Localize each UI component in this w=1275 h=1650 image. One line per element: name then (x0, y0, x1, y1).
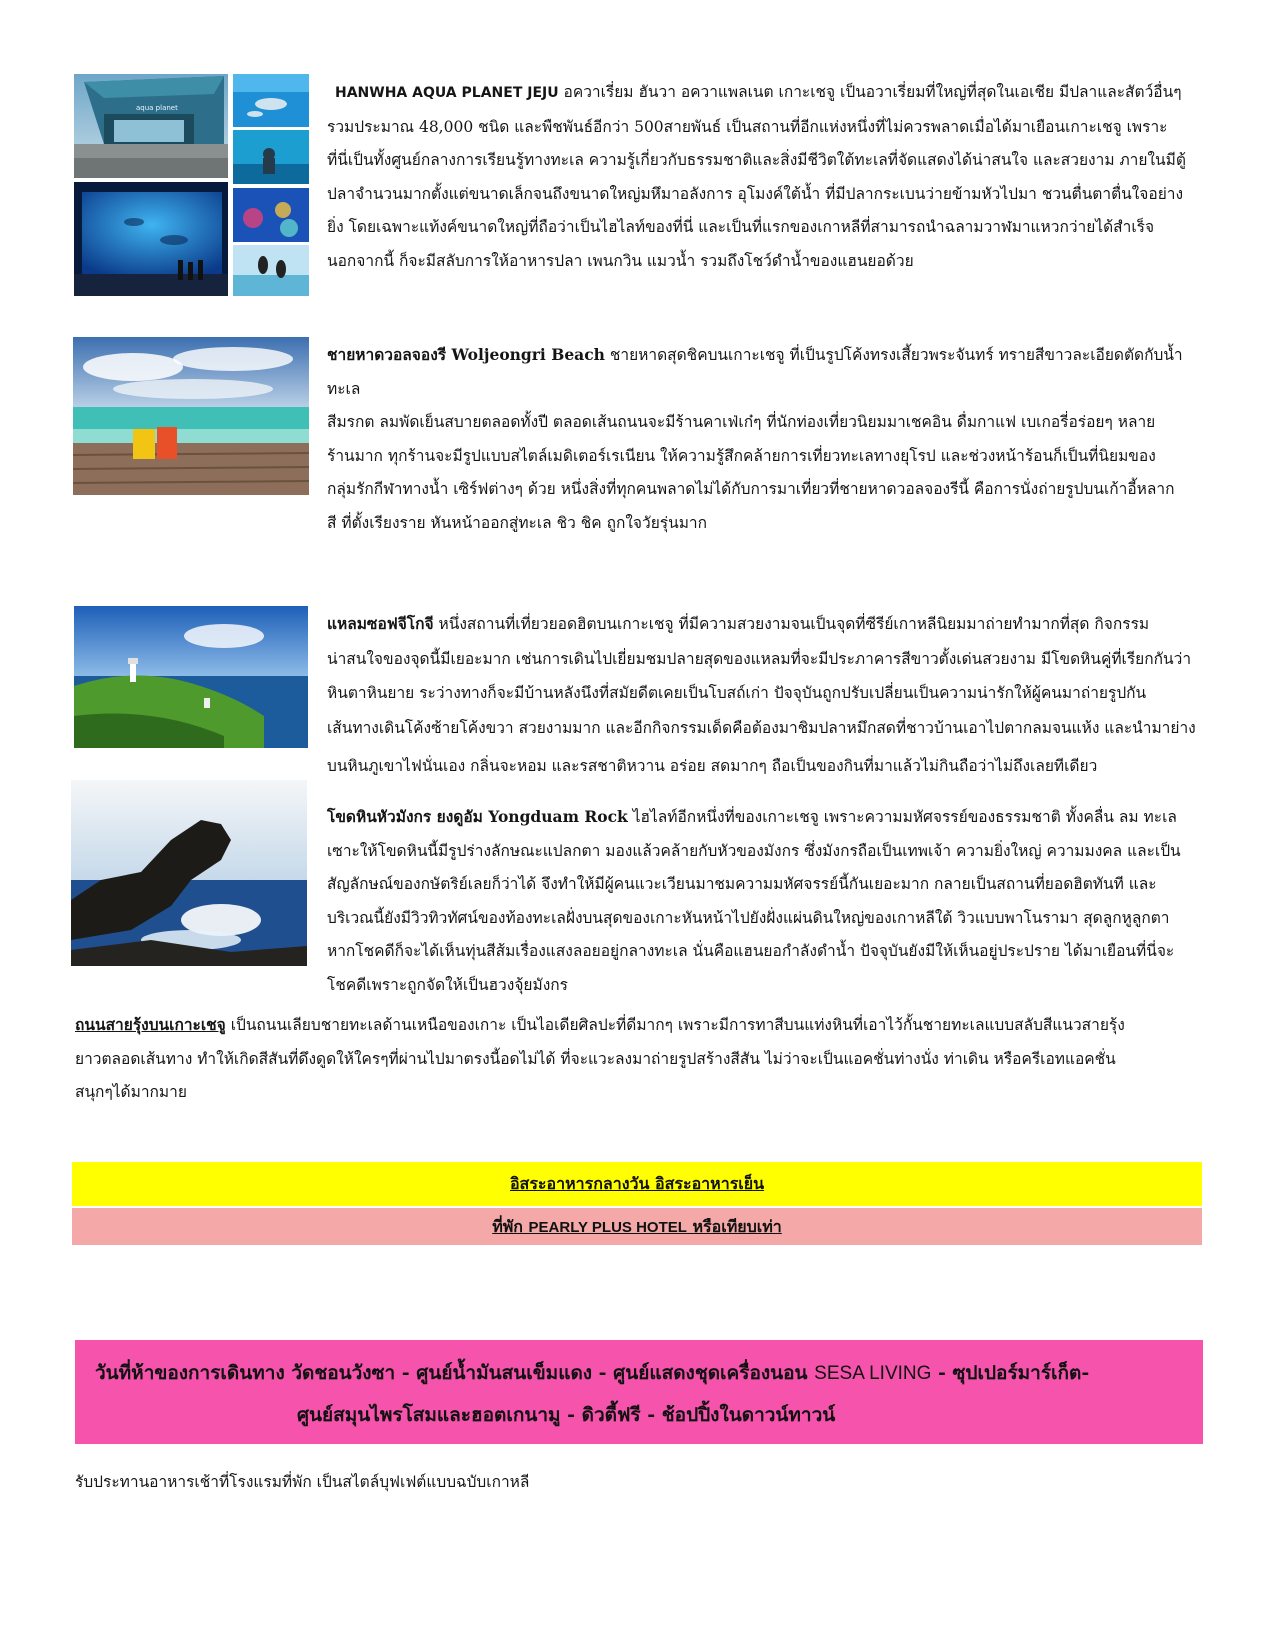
beach-line-1: ชายหาดวอลจองรี Woljeongri Beach ชายหาดสุดชิคบนเกาะเชจู ที่เป็นรูปโค้งทรงเสี้ยวพระจันทร์ ทรายสีขาวละเอียดตัดกับน้ำทะเล (327, 345, 1183, 398)
aqua-line-1: HANWHA AQUA PLANET JEJU อควาเรี่ยม ฮันวา อควาแพลเนต เกาะเชจู เป็นอวาเรี่ยมที่ใหญ่ที่สุดในเอเชีย มีปลาและสัตว์อื่นๆ (335, 83, 1182, 101)
breakfast-note: รับประทานอาหารเช้าที่โรงแรมที่พัก เป็นสไตล์บุฟเฟต์แบบฉบับเกาหลี (75, 1473, 530, 1491)
aqua-reef-photo (233, 188, 309, 242)
aqua-building-sign: aqua planet (136, 104, 178, 112)
aqua-dolphin-photo (233, 74, 309, 127)
hotel-banner (72, 1208, 1202, 1245)
aqua-line-4: ปลาจำนวนมากตั้งแต่ขนาดเล็กจนถึงขนาดใหญ่มหึมาอลังการ อุโมงค์ใต้น้ำ ที่มีปลากระเบนว่ายข้ามหัวไปมา ชวนตื่นตาตื่นใจอย่าง (327, 184, 1184, 203)
hotel-suffix: หรือเทียบเท่า (686, 1217, 782, 1236)
rainbow-line-2: ยาวตลอดเส้นทาง ทำให้เกิดสีสันที่ดึงดูดให้ใครๆที่ผ่านไปมาตรงนี้อดไม่ได้ ที่จะแวะลงมาถ่ายรูปสร้างสีสัน ไม่ว่าจะเป็นแอคชั่นท่างนั่ง ท่าเดิน หรือครีเอทแอคชั่น (75, 1049, 1116, 1068)
day5-line-2: ศูนย์สมุนไพรโสมและฮอตเกนามู - ดิวตี้ฟรี - ช้อปปิ้งในดาวน์ทาวน์ (297, 1404, 836, 1426)
rainbow-line-3: สนุกๆได้มากมาย (75, 1083, 187, 1101)
dragon-line-3: สัญลักษณ์ของกษัตริย์เลยก็ว่าได้ จึงทำให้มีผู้คนแวะเวียนมาชมความมหัศจรรย์นี้กันเยอะมาก กลายเป็นสถานที่ยอดฮิตทันที และ (327, 875, 1157, 893)
seopji-line-4: เส้นทางเดินโค้งซ้ายโค้งขวา สวยงามมาก และอีกกิจกรรมเด็ดคือต้องมาชิมปลาหมึกสดที่ชาวบ้านเอาไปตากลมจนแห้ง และนำมาย่าง (327, 718, 1196, 737)
dragon-line-1: โขดหินหัวมังกร ยงดูอัม Yongduam Rock ไฮไลท์อีกหนึ่งที่ของเกาะเชจู เพราะความมหัศจรรย์ของธรรมชาติ ทั้งคลื่น ลม ทะเล (327, 807, 1177, 826)
sesa-living-label: SESA LIVING (814, 1363, 932, 1384)
dragon-line-5: หากโชคดีก็จะได้เห็นทุ่นสีส้มเรื่องแสงลอยอยู่กลางทะเล นั่นคือแฮนยอกำลังดำน้ำ ปัจจุบันยังมีให้เห็นอยู่ประปราย ได้มาเยือนที่นี่จะ (327, 942, 1175, 960)
dragon-line-6: โชคดีเพราะถูกจัดให้เป็นฮวงจุ้ยมังกร (327, 975, 568, 994)
seopji-title: แหลมซอฟจีโกจี (327, 614, 434, 633)
beach-line-5: สี ที่ตั้งเรียงราย หันหน้าออกสู่ทะเล ชิว ชิค ถูกใจวัยรุ่นมาก (327, 513, 708, 532)
meals-banner (72, 1162, 1202, 1206)
aqua-penguin-photo (233, 245, 309, 296)
aqua-building-photo (74, 74, 228, 178)
day5-line-1: วันที่ห้าของการเดินทาง วัดชอนวังซา - ศูนย์น้ำมันสนเข็มแดง - ศูนย์แสดงชุดเครื่องนอน SESA LIVING - ซุปเปอร์มาร์เก็ต- (95, 1362, 1090, 1384)
dragon-title: โขดหินหัวมังกร ยงดูอัม Yongduam Rock (327, 807, 628, 826)
rainbow-title: ถนนสายรุ้งบนเกาะเชจู (75, 1015, 226, 1034)
aqua-line-2: รวมประมาณ 48,000 ชนิด และพืชพันธ์อีกว่า 500สายพันธ์ เป็นสถานที่อีกแห่งหนึ่งที่ไม่ควรพลาดเมื่อได้มาเยือนเกาะเชจู เพราะ (327, 117, 1168, 136)
aqua-description (327, 76, 1207, 278)
beach-photo (73, 337, 309, 495)
seopji-line-2: น่าสนใจของจุดนี้มีเยอะมาก เช่นการเดินไปเยี่ยมชมปลายสุดของแหลมที่จะมีประภาคารสีขาวตั้งเด่นสวยงาม มีโขดหินคู่ที่เรียกกันว่า (327, 649, 1192, 668)
beach-line-2: สีมรกต ลมพัดเย็นสบายตลอดทั้งปี ตลอดเส้นถนนจะมีร้านคาเฟ่เก๋ๆ ที่นักท่องเที่ยวนิยมมาเชคอิน ดื่มกาแฟ เบเกอรี่อร่อยๆ หลาย (327, 413, 1156, 431)
seopji-line-5: บนหินภูเขาไฟนั่นเอง กลิ่นจะหอม และรสชาติหวาน อร่อย สดมากๆ ถือเป็นของกินที่มาแล้วไม่กินถือว่าไม่ถึงเลยทีเดียว (327, 757, 1098, 775)
aqua-tank-photo (74, 182, 228, 296)
aqua-line-3: ที่นี่เป็นทั้งศูนย์กลางการเรียนรู้ทางทะเล ความรู้เกี่ยวกับธรรมชาติและสิ่งมีชีวิตใต้ทะเลที่จัดแสดงได้น่าสนใจ และสวยงาม ภายในมีตู้ (327, 151, 1186, 169)
seopji-description (327, 607, 1207, 784)
dragon-line-4: บริเวณนี้ยังมีวิวทิวทัศน์ของท้องทะเลฝั่งบนสุดของเกาะหันหน้าไปยังฝั่งแผ่นดินใหญ่ของเกาหลีใต้ วิวแบบพาโนรามา สุดลูกหูลูกตา (327, 908, 1170, 927)
dragon-line-2: เซาะให้โขดหินนี้มีรูปร่างลักษณะแปลกตา มองแล้วคล้ายกับหัวของมังกร ซึ่งมังกรถือเป็นเทพเจ้า ความยิ่งใหญ่ ความมงคล และเป็น (327, 841, 1181, 860)
hotel-prefix: ที่พัก (492, 1217, 529, 1236)
meals-text: อิสระอาหารกลางวัน อิสระอาหารเย็น (509, 1174, 765, 1193)
aqua-diver-photo (233, 130, 309, 184)
seopji-line-1: แหลมซอฟจีโกจี หนึ่งสถานที่เที่ยวยอดฮิตบนเกาะเชจู ที่มีความสวยงามจนเป็นจุดที่ซีรีย์เกาหลีนิยมมาถ่ายทำมากที่สุด กิจกรรม (327, 614, 1150, 633)
dragon-description (327, 800, 1207, 1002)
aqua-title: HANWHA AQUA PLANET JEJU (335, 85, 559, 101)
rainbow-description (75, 1008, 1210, 1110)
beach-line-4: กลุ่มรักกีฬาทางน้ำ เซิร์ฟต่างๆ ด้วย หนึ่งสิ่งที่ทุกคนพลาดไม่ได้กับการมาเที่ยวที่ชายหาดวอลจองรีนี้ คือการนั่งถ่ายรูปบนเก้าอี้หลาก (327, 480, 1175, 498)
seopji-photo (74, 606, 308, 748)
dragon-rock-photo (71, 780, 307, 966)
beach-title: ชายหาดวอลจองรี Woljeongri Beach (327, 345, 605, 364)
beach-line-3: ร้านมาก ทุกร้านจะมีรูปแบบสไตล์เมดิเตอร์เรเนียน ให้ความรู้สึกคล้ายการเที่ยวทะเลทางยุโรป และช่วงหน้าร้อนก็เป็นที่นิยมของ (327, 446, 1156, 465)
rainbow-line-1: ถนนสายรุ้งบนเกาะเชจู เป็นถนนเลียบชายทะเลด้านเหนือของเกาะ เป็นไอเดียศิลปะที่ดีมากๆ เพราะมีการทาสีบนแท่งหินที่เอาไว้กั้นชายทะเลแบบสลับสีแนวสายรุ้ง (75, 1015, 1125, 1034)
day5-header (75, 1340, 1203, 1444)
hotel-name: PEARLY PLUS HOTEL (528, 1219, 687, 1236)
beach-description (327, 338, 1207, 540)
aqua-line-6: นอกจากนี้ ก็จะมีสลับการให้อาหารปลา เพนกวิน แมวน้ำ รวมถึงโชว์ดำน้ำของแฮนยอด้วย (327, 251, 914, 270)
seopji-line-3: หินตาหินยาย ระว่างทางก็จะมีบ้านหลังนึงที่สมัยดีตเคยเป็นโบสถ์เก่า ปัจจุบันถูกปรับเปลี่ยนเป็นความน่ารักให้ผู้คนมาถ่ายรูปกัน (327, 684, 1147, 702)
aqua-line-5: ยิ่ง โดยเฉพาะแท้งค์ขนาดใหญ่ที่ถือว่าเป็นไฮไลท์ของที่นี่ และเป็นที่แรกของเกาหลีที่สามารถนำฉลามวาฬมาแหวกว่ายได้สำเร็จ (327, 218, 1155, 236)
